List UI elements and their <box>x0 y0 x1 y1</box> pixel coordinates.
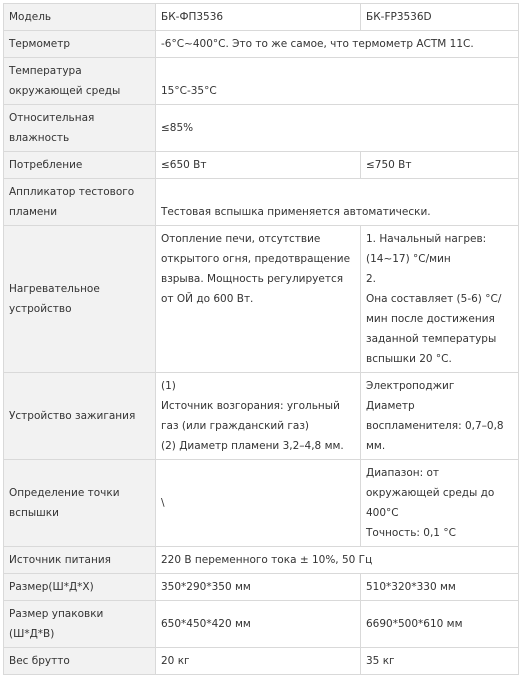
ignition-value-b <box>361 373 519 460</box>
row-humidity <box>4 105 519 152</box>
supply-value: 220 В переменного тока ± 10%, 50 Гц <box>156 547 519 574</box>
spec-table <box>3 3 519 675</box>
heater-label: Нагревательное устройство <box>4 226 156 373</box>
ambient-label: Температура окружающей среды <box>4 58 156 105</box>
heater-value-a: Отопление печи, отсутствие открытого огня, предотвращение взрыва. Мощность регулируется от ОЙ до 600 Вт. <box>156 226 361 373</box>
applicator-value: Тестовая вспышка применяется автоматически. <box>156 179 519 226</box>
row-size <box>4 574 519 601</box>
size-value-b: 510*320*330 мм <box>361 574 519 601</box>
heater-value-b <box>361 226 519 373</box>
humidity-value: ≤85% <box>156 105 519 152</box>
thermometer-value: -6°C~400°C. Это то же самое, что термометр АСТМ 11C. <box>156 31 519 58</box>
flash-b-line: Диапазон: от окружающей среды до 400°C <box>366 467 495 519</box>
ignition-a-line: (2) Диаметр пламени 3,2–4,8 мм. <box>161 440 344 452</box>
package-value-a: 650*450*420 мм <box>156 601 361 648</box>
ignition-value-a <box>156 373 361 460</box>
flash-value-b <box>361 460 519 547</box>
row-model <box>4 4 519 31</box>
flash-b-line: Точность: 0,1 °C <box>366 527 456 539</box>
row-weight <box>4 648 519 675</box>
power-value-a: ≤650 Вт <box>156 152 361 179</box>
size-label: Размер(Ш*Д*Х) <box>4 574 156 601</box>
model-value-a: БК-ФП3536 <box>156 4 361 31</box>
size-value-a: 350*290*350 мм <box>156 574 361 601</box>
package-label: Размер упаковки (Ш*Д*В) <box>4 601 156 648</box>
model-value-b: БК-FP3536D <box>361 4 519 31</box>
heater-b-line: Она составляет (5-6) °C/мин после достижения заданной температуры вспышки 20 °C. <box>366 293 502 365</box>
row-ignition <box>4 373 519 460</box>
row-applicator <box>4 179 519 226</box>
power-value-b: ≤750 Вт <box>361 152 519 179</box>
ignition-label: Устройство зажигания <box>4 373 156 460</box>
ignition-a-line: Источник возгорания: угольный газ (или гражданский газ) <box>161 400 340 432</box>
supply-label: Источник питания <box>4 547 156 574</box>
row-supply <box>4 547 519 574</box>
row-flash <box>4 460 519 547</box>
row-power <box>4 152 519 179</box>
power-label: Потребление <box>4 152 156 179</box>
package-value-b: 6690*500*610 мм <box>361 601 519 648</box>
model-label: Модель <box>4 4 156 31</box>
flash-value-a: \ <box>156 460 361 547</box>
ignition-a-line: (1) <box>161 380 176 392</box>
humidity-label: Относительная влажность <box>4 105 156 152</box>
ambient-value: 15°C-35°C <box>156 58 519 105</box>
heater-b-line: 1. Начальный нагрев: (14~17) °C/мин <box>366 233 487 265</box>
weight-label: Вес брутто <box>4 648 156 675</box>
thermometer-label: Термометр <box>4 31 156 58</box>
applicator-label: Аппликатор тестового пламени <box>4 179 156 226</box>
row-ambient <box>4 58 519 105</box>
row-package <box>4 601 519 648</box>
weight-value-a: 20 кг <box>156 648 361 675</box>
flash-label: Определение точки вспышки <box>4 460 156 547</box>
row-heater <box>4 226 519 373</box>
row-thermometer <box>4 31 519 58</box>
ignition-b-line: Диаметр воспламенителя: 0,7–0,8 мм. <box>366 400 504 452</box>
heater-b-line: 2. <box>366 273 377 285</box>
ignition-b-line: Электроподжиг <box>366 380 455 392</box>
weight-value-b: 35 кг <box>361 648 519 675</box>
